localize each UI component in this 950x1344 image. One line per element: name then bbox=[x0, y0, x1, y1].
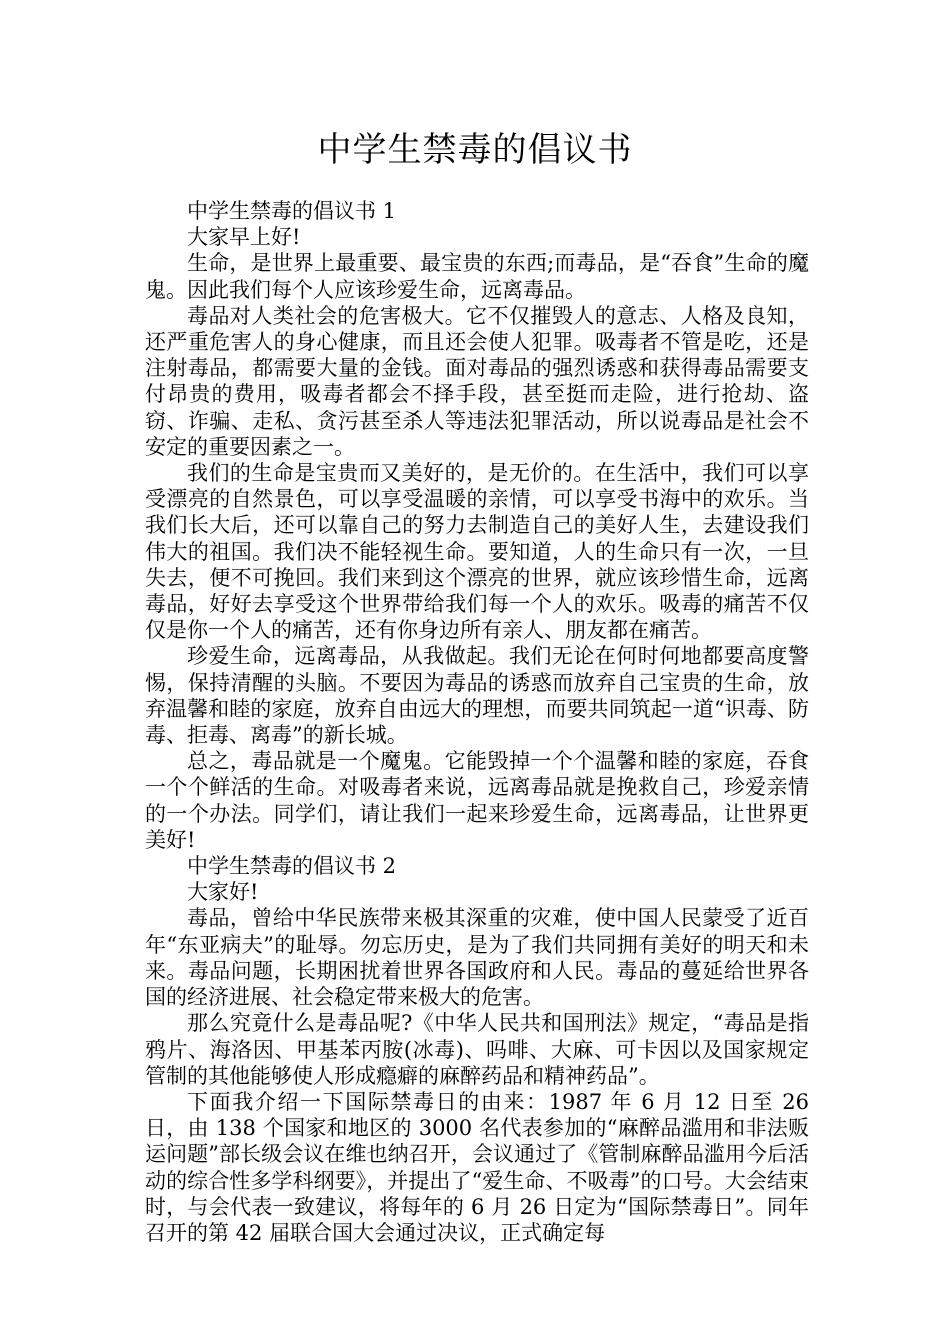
paragraph: 毒品，曾给中华民族带来极其深重的灾难，使中国人民蒙受了近百年“东亚病夫”的耻辱。勿忘历史，是为了我们共同拥有美好的明天和未来。毒品问题，长期困扰着世界各国政府和人民。毒品的蔓延给世界各国的经济进展、社会稳定带来极大的危害。 bbox=[145, 906, 809, 1010]
document-title: 中学生禁毒的倡议书 bbox=[317, 130, 633, 170]
section-heading-1: 中学生禁毒的倡议书 1 bbox=[187, 199, 397, 223]
paragraph: 我们的生命是宝贵而又美好的，是无价的。在生活中，我们可以享受漂亮的自然景色，可以享受温暖的亲情，可以享受书海中的欢乐。当我们长大后，还可以靠自己的努力去制造自己的美好人生，去建设我们伟大的祖国。我们决不能轻视生命。要知道，人的生命只有一次，一旦失去，便不可挽回。我们来到这个漂亮的世界，就应该珍惜生命，远离毒品，好好去享受这个世界带给我们每一个人的欢乐。吸毒的痛苦不仅仅是你一个人的痛苦，还有你身边所有亲人、朋友都在痛苦。 bbox=[145, 461, 809, 643]
section-heading-2: 中学生禁毒的倡议书 2 bbox=[187, 854, 397, 879]
paragraph: 总之，毒品就是一个魔鬼。它能毁掉一个个温馨和睦的家庭，吞食一个个鲜活的生命。对吸毒者来说，远离毒品就是挽救自己，珍爱亲情的一个办法。同学们，请让我们一起来珍爱生命，远离毒品，让世界更美好! bbox=[145, 749, 809, 852]
paragraph: 生命，是世界上最重要、最宝贵的东西;而毒品，是“吞食”生命的魔鬼。因此我们每个人应该珍爱生命，远离毒品。 bbox=[145, 251, 809, 302]
paragraph: 下面我介绍一下国际禁毒日的由来：1987 年 6 月 12 日至 26 日，由 138 个国家和地区的 3000 名代表参加的“麻醉品滥用和非法贩运问题”部长级会议在维也纳召开，会议通过了《管制麻醉品滥用今后活动的综合性多学科纲要》，并提出了“爱生命、不吸毒”的口号。大会结束时，与会代表一致建议，将每年的 6 月 26 日定为“国际禁毒日”。同年召开的第 42 届联合国大会通过决议，正式确定每 bbox=[145, 1089, 809, 1245]
paragraph: 那么究竟什么是毒品呢?《中华人民共和国刑法》规定，“毒品是指鸦片、海洛因、甲基苯丙胺(冰毒)、吗啡、大麻、可卡因以及国家规定管制的其他能够使人形成瘾癖的麻醉药品和精神药品”。 bbox=[145, 1011, 809, 1088]
greeting-1: 大家早上好! bbox=[187, 225, 301, 250]
paragraph: 珍爱生命，远离毒品，从我做起。我们无论在何时何地都要高度警惕，保持清醒的头脑。不要因为毒品的诱惑而放弃自己宝贵的生命，放弃温馨和睦的家庭，放弃自由远大的理想，而要共同筑起一道“识毒、防毒、拒毒、离毒”的新长城。 bbox=[145, 644, 809, 748]
greeting-2: 大家好! bbox=[187, 880, 259, 905]
paragraph: 毒品对人类社会的危害极大。它不仅摧毁人的意志、人格及良知，还严重危害人的身心健康，而且还会使人犯罪。吸毒者不管是吃，还是注射毒品，都需要大量的金钱。面对毒品的强烈诱惑和获得毒品需要支付昂贵的费用，吸毒者都会不择手段，甚至挺而走险，进行抢劫、盗窃、诈骗、走私、贪污甚至杀人等违法犯罪活动，所以说毒品是社会不安定的重要因素之一。 bbox=[145, 303, 809, 459]
document-body bbox=[145, 198, 809, 1246]
